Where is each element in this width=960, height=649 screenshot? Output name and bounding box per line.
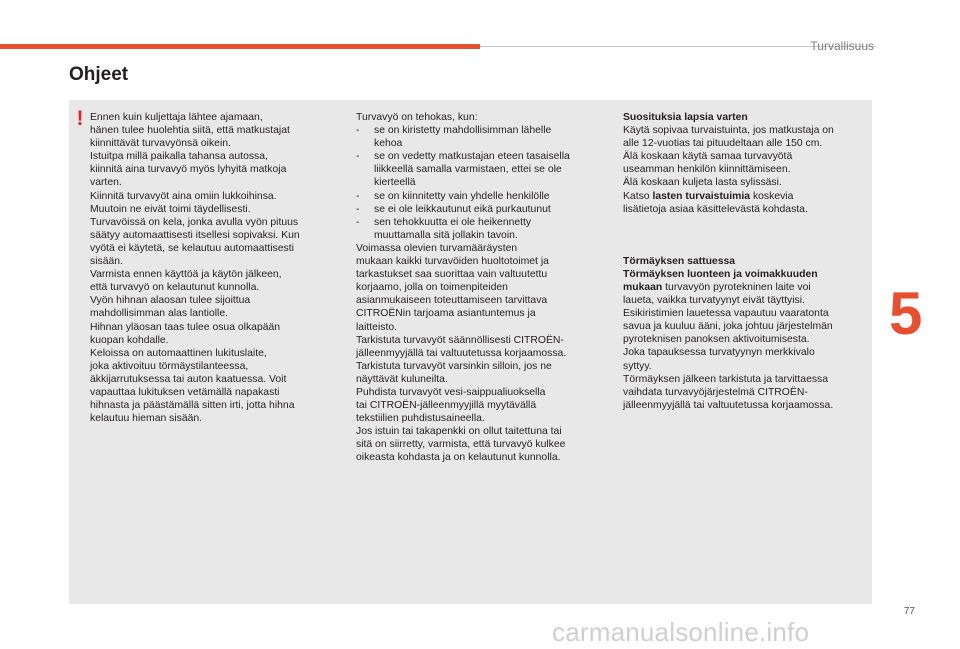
column-children-collision xyxy=(623,111,872,412)
text-line: se on vedetty matkustajan eteen tasaisella xyxy=(374,151,570,163)
collision-line: mukaan turvavyön pyrotekninen laite voi xyxy=(623,281,811,293)
dash-marker: - xyxy=(356,203,360,215)
text-line: muuttamalla sitä jollakin tavoin. xyxy=(374,229,518,241)
dash-marker: - xyxy=(356,125,360,137)
chapter-number: 5 xyxy=(889,280,923,347)
text-line: CITROËNin tarjoama asiantuntemus ja xyxy=(356,308,536,320)
text-line: Joka tapauksessa turvatyynyn merkkivalo xyxy=(623,347,815,359)
text-line: Hihnan yläosan taas tulee osua olkapään xyxy=(90,321,281,333)
text-line: Vyön hihnan alaosan tulee sijoittua xyxy=(90,295,251,307)
text-line: savua ja kuuluu ääni, joka johtuu järjestelmän xyxy=(623,321,833,333)
text-line: mahdollisimman alas lantiolle. xyxy=(90,308,229,320)
header-accent-bar xyxy=(0,44,480,49)
text-line: kelautuu hieman sisään. xyxy=(90,413,203,425)
text-line: että turvavyö on kelautunut kunnolla. xyxy=(90,282,260,294)
text-line: asianmukaiseen toteuttamiseen tarvittava xyxy=(356,295,548,307)
text-line: Varmista ennen käyttöä ja käytön jälkeen, xyxy=(90,269,282,281)
text-line: oikeasta kohdasta ja on kelautunut kunnolla. xyxy=(356,452,561,464)
see-reference: Katso lasten turvaistuimia koskevia xyxy=(623,190,794,202)
text-line: useamman henkilön kiinnittämiseen. xyxy=(623,164,791,176)
text-line: laitteisto. xyxy=(356,321,398,333)
text-line: jälleenmyyjällä tai valtuutetussa korjaamossa. xyxy=(623,399,834,411)
page-number: 77 xyxy=(903,606,915,617)
text-line: hänen tulee huolehtia siitä, että matkustajat xyxy=(90,125,290,137)
text-line: Istuitpa millä paikalla tahansa autossa, xyxy=(90,151,268,163)
text-line: lisätietoja asiaa käsittelevästä kohdasta. xyxy=(623,203,808,215)
text-line: Kiinnitä turvavyöt aina omiin lukkoihinsa. xyxy=(90,190,277,202)
collision-bold-line: Törmäyksen luonteen ja voimakkuuden xyxy=(623,268,818,280)
text-line: joka aktivoituu törmäystilanteessa, xyxy=(90,360,249,372)
condition-item xyxy=(356,190,610,203)
text-line: sitä on siirretty, varmista, että turvavyö kulkee xyxy=(356,439,566,451)
dash-marker: - xyxy=(356,151,360,163)
condition-item xyxy=(356,203,610,216)
text-line: Käytä sopivaa turvaistuinta, jos matkustaja on xyxy=(623,125,834,137)
text-line: Esikiristimien lauetessa vapautuu vaaratonta xyxy=(623,308,829,320)
text-line: säätyy automaattisesti itsellesi sopivaksi. Kun xyxy=(90,229,300,241)
text-line: Älä koskaan kuljeta lasta sylissäsi. xyxy=(623,177,782,189)
text-line: jälleenmyyjällä tai valtuutetussa korjaamossa. xyxy=(356,347,567,359)
dash-marker: - xyxy=(356,190,360,202)
watermark: carmanualsonline.info xyxy=(552,617,810,647)
column-belt-effectiveness xyxy=(356,111,610,465)
text-line: Muutoin ne eivät toimi täydellisesti. xyxy=(90,203,251,215)
text-line: varten. xyxy=(90,177,122,189)
text-line: Turvavyö on tehokas, kun: xyxy=(356,112,478,123)
text-line: mukaan kaikki turvavöiden huoltotoimet ja xyxy=(356,256,549,268)
text-line: sen tehokkuutta ei ole heikennetty xyxy=(374,216,532,228)
text-line: Törmäyksen jälkeen tarkistuta ja tarvittaessa xyxy=(623,373,829,385)
text-line: kehoa xyxy=(374,138,403,150)
text-line: kiinnitä aina turvavyö myös lyhyitä matkoja xyxy=(90,164,287,176)
text-line: alle 12-vuotias tai pituudeltaan alle 150 cm. xyxy=(623,138,823,150)
text-line: äkkijarrutuksessa tai auton kaatuessa. Voit xyxy=(90,373,287,385)
text-line: Älä koskaan käytä samaa turvavyötä xyxy=(623,151,793,163)
condition-item xyxy=(356,216,610,242)
text-line: Ennen kuin kuljettaja lähtee ajamaan, xyxy=(90,112,263,123)
text-line: tarkastukset saa suorittaa vain valtuutettu xyxy=(356,269,548,281)
text-line: pyroteknisen panoksen aktivoitumisesta. xyxy=(623,334,810,346)
text-line: Keloissa on automaattinen lukituslaite, xyxy=(90,347,267,359)
text-line: kuopan kohdalle. xyxy=(90,334,169,346)
text-line: vyötä ei käytetä, se kelautuu automaattisesti xyxy=(90,242,294,254)
text-line: korjaamo, jolla on toimenpiteiden xyxy=(356,282,508,294)
text-line: Tarkistuta turvavyöt varsinkin silloin, jos ne xyxy=(356,360,552,372)
text-line: Puhdista turvavyöt vesi-saippualiuoksella xyxy=(356,386,546,398)
text-line: tekstiilien puhdistusaineella. xyxy=(356,413,485,425)
text-line: se on kiristetty mahdollisimman lähelle xyxy=(374,125,552,137)
text-line: syttyy. xyxy=(623,360,652,372)
text-line: se ei ole leikkautunut eikä purkautunut xyxy=(374,203,551,215)
text-line: Voimassa olevien turvamääräysten xyxy=(356,242,518,254)
text-line: se on kiinnitetty vain yhdelle henkilölle xyxy=(374,190,550,202)
condition-item xyxy=(356,150,610,189)
exclamation-warning-icon: ! xyxy=(76,107,84,130)
text-line: kierteellä xyxy=(374,177,416,189)
text-line: Tarkistuta turvavyöt säännöllisesti CITROËN- xyxy=(356,334,564,346)
page-title: Ohjeet xyxy=(69,64,129,85)
section-name: Turvallisuus xyxy=(810,39,874,53)
text-line: laueta, vaikka turvatyynyt eivät täyttyisi. xyxy=(623,295,805,307)
column-belt-instructions xyxy=(90,111,345,425)
text-line: vapauttaa lukituksen vetämällä napakasti xyxy=(90,386,280,398)
dash-marker: - xyxy=(356,216,360,228)
text-line: tai CITROËN-jälleenmyyjillä myytävällä xyxy=(356,400,537,412)
text-line: sisään. xyxy=(90,256,123,268)
text-line: vaihdata turvavyöjärjestelmä CITROËN- xyxy=(623,386,808,398)
text-line: näyttävät kuluneilta. xyxy=(356,373,448,385)
child-seat-reference: lasten turvaistuimia xyxy=(652,190,751,202)
text-line: liikkeellä samalla varmistaen, ettei se ole xyxy=(374,164,562,176)
children-heading: Suosituksia lapsia varten xyxy=(623,112,748,123)
text-line: hihnasta ja päästämällä sitten irti, jotta hihna xyxy=(90,400,295,412)
text-line: kiinnittävät turvavyönsä oikein. xyxy=(90,138,231,150)
condition-item xyxy=(356,124,610,150)
collision-heading: Törmäyksen sattuessa xyxy=(623,255,736,267)
text-line: Jos istuin tai takapenkki on ollut taitettuna tai xyxy=(356,426,562,438)
text-line: Turvavöissä on kela, jonka avulla vyön pituus xyxy=(90,216,299,228)
